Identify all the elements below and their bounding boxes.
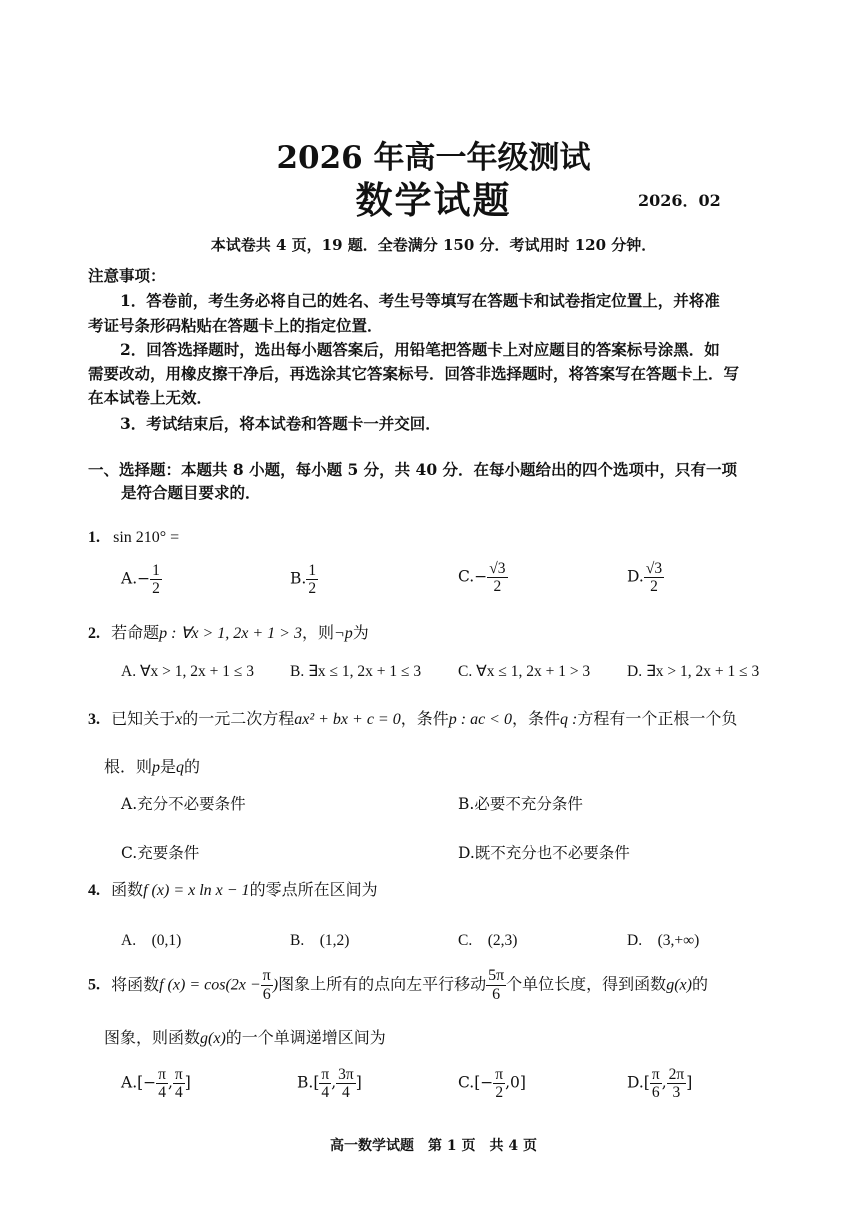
exam-date: 2026．02	[638, 191, 721, 210]
q5-option-a[interactable]: A.[− $\frac{\pi}{4}$ , $\frac{\pi}{4}$ ]	[121, 1066, 191, 1102]
stem-formula: g(x)	[200, 1030, 226, 1047]
question-number: 4.	[88, 882, 100, 899]
q2-option-d[interactable]: D. ∃x > 1, 2x + 1 ≤ 3	[627, 663, 760, 680]
q2-option-b[interactable]: B. ∃x ≤ 1, 2x + 1 ≤ 3	[290, 663, 422, 680]
notice-item-2-cont: 需要改动，用橡皮擦干净后，再选涂其它答案标号．回答非选择题时，将答案写在答题卡上．写	[88, 364, 740, 383]
stem-text: 的一个单调递增区间为	[225, 1028, 386, 1047]
notice-item-1-cont: 考证号条形码粘贴在答题卡上的指定位置．	[88, 316, 383, 335]
question-3-cont	[104, 754, 200, 777]
stem-text: ，条件	[400, 709, 449, 728]
q5-option-c[interactable]: C.[− $\frac{\pi}{2}$ ,0]	[458, 1066, 526, 1102]
question-number: 2.	[88, 625, 100, 642]
notice-item-2: 2．回答选择题时，选出每小题答案后，用铅笔把答题卡上对应题目的答案标号涂黑．如	[120, 340, 720, 359]
q1-option-b[interactable]	[290, 562, 318, 597]
stem-text: 函数	[111, 880, 144, 899]
stem-formula: g(x)	[666, 976, 692, 994]
option-label: D.[	[627, 1073, 650, 1092]
stem-text: 若命题	[111, 623, 160, 642]
question-2	[88, 620, 369, 643]
question-3	[88, 706, 737, 729]
fraction: $\frac{\pi}{6}$	[651, 1066, 660, 1102]
minus-sign: −	[137, 569, 151, 588]
stem-text: 个单位长度，得到函数	[506, 974, 667, 994]
option-label: B.[	[297, 1073, 320, 1092]
fraction: $\frac{\pi}{4}$	[158, 1066, 166, 1102]
stem-text: 的	[691, 974, 708, 994]
q5-option-b[interactable]: B.[ $\frac{\pi}{4}$ , $\frac{3\pi}{4}$ ]	[297, 1066, 362, 1102]
exam-title-line1: 2026 年高一年级测试	[276, 140, 591, 176]
fraction: $\frac{\pi}{2}$	[495, 1066, 504, 1102]
stem-text: ，则	[301, 623, 334, 642]
page-footer: 高一数学试题 第 1 页 共 4 页	[330, 1138, 537, 1154]
q4-option-b[interactable]: B. (1,2)	[290, 932, 350, 949]
fraction: $\frac{1}{2}$	[308, 562, 317, 598]
q3-option-b[interactable]: B.必要不充分条件	[458, 795, 583, 813]
stem-formula: p	[152, 759, 161, 776]
q3-option-a[interactable]: A.充分不必要条件	[121, 795, 246, 813]
question-1	[88, 527, 179, 547]
stem-text: 已知关于	[111, 709, 176, 728]
q3-option-d[interactable]: D.既不充分也不必要条件	[458, 844, 630, 862]
stem-formula: )	[272, 976, 279, 994]
section-heading-cont: 是符合题目要求的．	[121, 483, 261, 502]
question-4	[88, 877, 378, 900]
q4-option-d[interactable]: D. (3,+∞)	[627, 932, 700, 949]
notice-item-1: 1．答卷前，考生务必将自己的姓名、考生号等填写在答题卡和试卷指定位置上，并将准	[120, 291, 720, 310]
option-label: D.	[627, 567, 644, 586]
fraction: $\frac{√3}{2}$	[489, 560, 506, 596]
notice-item-3: 3．考试结束后，将本试卷和答题卡一并交回．	[120, 414, 441, 433]
exam-info: 本试卷共 4 页，19 题．全卷满分 150 分．考试用时 120 分钟．	[210, 236, 657, 254]
stem-formula: p : ∀x > 1, 2x + 1 > 3	[159, 625, 302, 642]
exam-title-subject: 数学试题	[355, 178, 512, 222]
stem-text: 是	[160, 757, 177, 776]
stem-formula: f (x) = cos(2x −	[159, 976, 261, 994]
fraction: $\frac{1}{2}$	[152, 562, 160, 598]
option-label: B.	[290, 569, 307, 588]
stem-text: 的零点所在区间为	[249, 880, 378, 899]
stem-text: 根．则	[104, 757, 153, 776]
q5-option-d[interactable]: D.[ $\frac{\pi}{6}$ , $\frac{2\pi}{3}$ ]	[627, 1066, 693, 1102]
stem-text: 方程有一个正根一个负	[577, 709, 738, 728]
q4-option-a[interactable]: A. (0,1)	[121, 932, 182, 949]
stem-text: ，条件	[511, 709, 560, 728]
fraction: $\frac{3\pi}{4}$	[338, 1066, 354, 1102]
stem-formula: f (x) = x ln x − 1	[143, 882, 250, 899]
q3-option-c[interactable]: C.充要条件	[121, 844, 200, 862]
option-label: A.	[121, 569, 138, 588]
stem-text: 将函数	[111, 974, 160, 994]
notice-heading: 注意事项：	[88, 266, 166, 285]
stem-text: 的一元二次方程	[182, 709, 295, 728]
fraction: $\frac{\pi}{6}$	[262, 967, 271, 1003]
stem-text: 的	[184, 757, 201, 776]
q4-option-c[interactable]: C. (2,3)	[458, 932, 518, 949]
question-number: 1.	[88, 529, 100, 546]
fraction: $\frac{\pi}{4}$	[321, 1066, 330, 1102]
q1-option-d[interactable]	[627, 560, 664, 595]
minus-sign: −	[474, 567, 488, 586]
stem-text: 图象上所有的点向左平行移动	[278, 974, 487, 994]
question-number: 3.	[88, 711, 100, 728]
fraction: $\frac{2\pi}{3}$	[668, 1066, 685, 1102]
interval-end: 0]	[510, 1073, 526, 1092]
stem-formula: ¬p	[334, 625, 353, 642]
q2-option-a[interactable]: A. ∀x > 1, 2x + 1 ≤ 3	[121, 663, 255, 680]
fraction: $\frac{√3}{2}$	[645, 560, 663, 596]
stem-formula: q :	[560, 711, 578, 728]
stem-text: 图象，则函数	[104, 1028, 201, 1047]
option-label: C.[−	[458, 1073, 494, 1092]
option-label: C.	[458, 567, 475, 586]
stem-formula: p : ac < 0	[448, 711, 512, 728]
q1-option-a[interactable]	[121, 562, 162, 597]
section-heading: 一、选择题：本题共 8 小题，每小题 5 分，共 40 分．在每小题给出的四个选项中，只有一项	[88, 460, 738, 479]
fraction: $\frac{\pi}{4}$	[174, 1066, 183, 1102]
question-5-cont	[104, 1025, 386, 1048]
q2-option-c[interactable]: C. ∀x ≤ 1, 2x + 1 > 3	[458, 663, 591, 680]
question-5	[88, 967, 708, 1003]
notice-item-2-end: 在本试卷上无效．	[88, 388, 213, 407]
stem-formula: ax² + bx + c = 0	[294, 711, 401, 728]
option-label: A.[−	[121, 1073, 157, 1092]
question-stem: sin 210° =	[113, 529, 180, 546]
stem-text: 为	[352, 623, 369, 642]
stem-formula: x	[175, 711, 183, 728]
q1-option-c[interactable]	[458, 560, 508, 595]
question-number: 5.	[88, 976, 100, 994]
fraction: $\frac{5\pi}{6}$	[488, 967, 505, 1003]
stem-formula: q	[176, 759, 185, 776]
